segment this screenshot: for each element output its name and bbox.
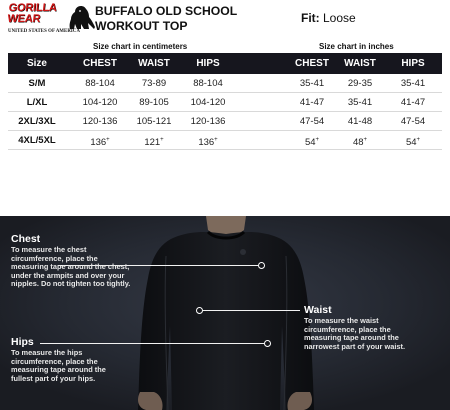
waist-title: Waist	[304, 304, 332, 316]
measurement-guide-panel	[0, 216, 450, 410]
table-row	[8, 93, 442, 112]
chest-cm-cell: 120-136	[82, 116, 118, 127]
fit-label: Fit:	[301, 11, 320, 25]
hips-in-cell: 35-41	[400, 78, 426, 89]
waist-pointer-line	[203, 310, 300, 311]
size-table-header	[8, 53, 442, 74]
waist-cm-cell: 121+	[144, 137, 164, 149]
column-header-hips-cm: HIPS	[196, 58, 220, 69]
hips-in-cell: 41-47	[400, 97, 426, 108]
waist-in-cell: 35-41	[347, 97, 373, 108]
size-cell: S/M	[28, 78, 46, 89]
chest-in-cell: 35-41	[299, 78, 325, 89]
hips-cm-cell: 104-120	[190, 97, 226, 108]
size-cell: 4XL/5XL	[18, 135, 56, 146]
waist-in-cell: 29-35	[347, 78, 373, 89]
chest-cm-cell: 136+	[90, 137, 110, 149]
hips-in-cell: 54+	[405, 137, 421, 149]
hips-pointer-line	[40, 343, 264, 344]
column-header-waist-in: WAIST	[344, 58, 376, 69]
waist-description: To measure the waist circumference, place the measuring tape around the narrowest part of your waist.	[304, 316, 406, 351]
table-row	[8, 74, 442, 93]
fit-info	[301, 11, 356, 25]
gorilla-mascot-icon	[68, 5, 96, 31]
chest-in-cell: 47-54	[299, 116, 325, 127]
chest-marker	[258, 262, 265, 269]
size-cell: L/XL	[26, 97, 48, 108]
hips-title: Hips	[11, 336, 34, 348]
waist-cm-cell: 89-105	[139, 97, 169, 108]
product-title	[95, 4, 275, 33]
product-title-line1: BUFFALO OLD SCHOOL	[95, 4, 238, 18]
waist-marker	[196, 307, 203, 314]
brand-logo-wordmark	[7, 3, 57, 25]
inch-chart-heading: Size chart in inches	[319, 42, 394, 51]
waist-in-cell: 41-48	[347, 116, 373, 127]
waist-in-cell: 48+	[352, 137, 368, 149]
chest-cm-cell: 88-104	[85, 78, 115, 89]
table-row	[8, 131, 442, 150]
cm-chart-heading: Size chart in centimeters	[93, 42, 188, 51]
brand-name-line1: GORILLA	[8, 2, 58, 14]
column-header-hips-in: HIPS	[401, 58, 425, 69]
hips-cm-cell: 120-136	[190, 116, 226, 127]
column-header-waist-cm: WAIST	[138, 58, 170, 69]
waist-cm-cell: 73-89	[141, 78, 167, 89]
chest-in-cell: 54+	[304, 137, 320, 149]
brand-tagline: UNITED STATES OF AMERICA	[8, 29, 81, 34]
brand-logo	[8, 3, 88, 37]
header	[0, 0, 450, 40]
chest-in-cell: 41-47	[299, 97, 325, 108]
chest-description: To measure the chest circumference, place the measuring tape around the chest, under the armpits and over your nipples. Do not tighten too tightly.	[11, 245, 131, 289]
hips-cm-cell: 88-104	[193, 78, 223, 89]
fit-value: Loose	[323, 11, 356, 25]
hips-cm-cell: 136+	[198, 137, 218, 149]
waist-cm-cell: 105-121	[136, 116, 172, 127]
column-header-chest-cm: CHEST	[83, 58, 117, 69]
hips-in-cell: 47-54	[400, 116, 426, 127]
size-cell: 2XL/3XL	[18, 116, 56, 127]
column-header-chest-in: CHEST	[295, 58, 329, 69]
brand-name-line2: WEAR	[6, 13, 41, 25]
column-header-size: Size	[26, 58, 47, 69]
chest-title: Chest	[11, 233, 41, 245]
chest-cm-cell: 104-120	[82, 97, 118, 108]
hips-marker	[264, 340, 271, 347]
product-title-line2: WORKOUT TOP	[95, 18, 188, 33]
table-row	[8, 112, 442, 131]
hips-description: To measure the hips circumference, place the measuring tape around the fullest part of your hips.	[11, 348, 106, 383]
